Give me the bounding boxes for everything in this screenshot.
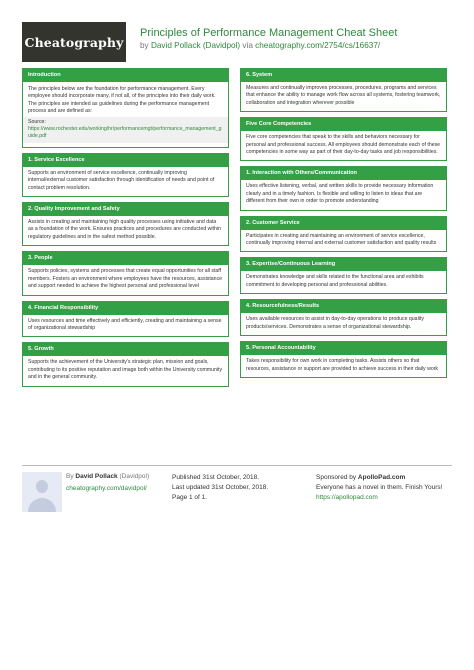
card-body: Supports an environment of service excellence, continually improving internal/external customer satisfaction through identification of needs and point of contact problem resolution.: [23, 167, 228, 196]
footer-author-url[interactable]: cheatography.com/davidpol/: [66, 485, 147, 492]
byline-via: via: [240, 41, 256, 50]
sponsor-name[interactable]: ApolloPad.com: [357, 474, 406, 481]
author-link[interactable]: David Pollack (Davidpol): [150, 41, 241, 50]
updated-date: Last updated 31st October, 2018.: [172, 484, 269, 491]
sponsor-url[interactable]: https://apollopad.com: [316, 494, 378, 501]
byline-prefix: by: [140, 41, 151, 50]
footer-author: [66, 473, 149, 480]
card-service-excellence: [22, 153, 229, 197]
avatar-shoulders: [28, 498, 56, 512]
sheet-url-link[interactable]: cheatography.com/2754/cs/16637/: [255, 41, 381, 50]
card-body: Uses resources and time effectively and efficiently, creating and maintaining a sense of organizational stewardship: [23, 315, 228, 337]
card-expertise-learning: [240, 257, 447, 294]
intro-text: The principles below are the foundation for performance management. Every employee should incorporate many, if not all, of the principles into their daily work. The principles are intended as guidelines during the performance management process and are defined as:: [28, 86, 216, 115]
card-heading: 3. Expertise/Continuous Learning: [241, 258, 446, 271]
footer-author-name[interactable]: David Pollack: [75, 473, 118, 480]
card-introduction: [22, 68, 229, 148]
card-interaction-communication: [240, 166, 447, 210]
card-heading: Introduction: [23, 69, 228, 82]
card-body: Takes responsibility for own work in completing tasks. Assists others so that resources, assistance or support are provided to achieve success in their daily work: [241, 355, 446, 377]
published-date: Published 31st October, 2018.: [172, 474, 260, 481]
footer-author-handle: (Davidpol): [117, 473, 150, 480]
sponsor-tagline: Everyone has a novel in them. Finish Yours!: [316, 484, 443, 491]
footer-dates: [172, 473, 268, 503]
card-heading: Five Core Competencies: [241, 118, 446, 131]
source-label: Source:: [28, 118, 46, 125]
source-link[interactable]: https://www.rochester.edu/working/hr/performancemgt/performance_management_guide.pdf: [28, 126, 222, 140]
card-body: Supports the achievement of the University's strategic plan, mission and goals, contributing to its positive reputation and image both within the University community and in the general community.: [23, 356, 228, 385]
card-body: Supports policies, systems and processes that create equal opportunities for all staff members. Fosters an environment where employees have the resources, assistance and support needed to achieve the highest personal and professional level: [23, 265, 228, 294]
card-heading: 5. Personal Accountability: [241, 342, 446, 355]
footer-sponsor: [316, 473, 442, 503]
card-body: Participates in creating and maintaining an environment of service excellence, continually improving internal and external customer satisfaction and quality results: [241, 230, 446, 252]
card-heading: 1. Service Excellence: [23, 154, 228, 167]
card-body: Measures and continually improves processes, procedures, programs and services that enhance the ability to manage work flow across all systems, fostering teamwork, collaboration and integration wherever possible: [241, 82, 446, 111]
card-five-core-competencies: [240, 117, 447, 161]
cheatography-logo[interactable]: [22, 22, 126, 62]
logo-text: Cheatography: [24, 34, 124, 50]
author-avatar[interactable]: [22, 472, 62, 512]
card-system: [240, 68, 447, 112]
right-column: [240, 68, 447, 383]
intro-source: [23, 117, 228, 143]
page-header: [0, 0, 474, 62]
left-column: [22, 68, 229, 392]
card-growth: [22, 342, 229, 386]
card-heading: 1. Interaction with Others/Communication: [241, 167, 446, 180]
card-heading: 4. Financial Responsibility: [23, 302, 228, 315]
footer-by-label: By: [66, 473, 76, 480]
card-customer-service: [240, 216, 447, 253]
card-heading: 4. Resourcefulness/Results: [241, 300, 446, 313]
card-heading: 2. Customer Service: [241, 217, 446, 230]
page-title: Principles of Performance Management Cheat Sheet: [140, 27, 398, 39]
card-body: Uses available resources to assist in day-to-day operations to produce quality products/services. Demonstrates a sense of organizational stewardship.: [241, 313, 446, 335]
avatar-head: [36, 480, 48, 493]
sponsor-line: [316, 473, 442, 483]
card-body: Assists in creating and maintaining high quality processes using initiative and data as a foundation of the work. Ensures practices and procedures are conducted within regulatory guidelines and in the safest method possible.: [23, 216, 228, 245]
card-heading: 3. People: [23, 252, 228, 265]
card-body: Demonstrates knowledge and skills related to the functional area and exhibits commitment to developing personal and professional abilities.: [241, 271, 446, 293]
card-people: [22, 251, 229, 295]
card-heading: 5. Growth: [23, 343, 228, 356]
card-body: [23, 82, 228, 147]
byline: [140, 41, 380, 50]
card-resourcefulness-results: [240, 299, 447, 336]
card-body: Uses effective listening, verbal, and written skills to provide necessary information clearly and in a timely fashion. Is flexible and willing to listen to ideas that are different from their own in order to promote understanding: [241, 180, 446, 209]
card-heading: 6. System: [241, 69, 446, 82]
card-body: Five core competencies that speak to the skills and behaviors necessary for personal and professional success. All employees should demonstrate each of these competencies in some way as part of their day-to-day tasks and job responsibilities.: [241, 131, 446, 160]
page-footer: [22, 465, 452, 525]
card-personal-accountability: [240, 341, 447, 378]
card-quality-improvement: [22, 202, 229, 246]
card-heading: 2. Quality Improvement and Safety: [23, 203, 228, 216]
page-count: Page 1 of 1.: [172, 494, 208, 501]
sponsor-prefix: Sponsored by: [316, 474, 358, 481]
card-financial-responsibility: [22, 301, 229, 338]
